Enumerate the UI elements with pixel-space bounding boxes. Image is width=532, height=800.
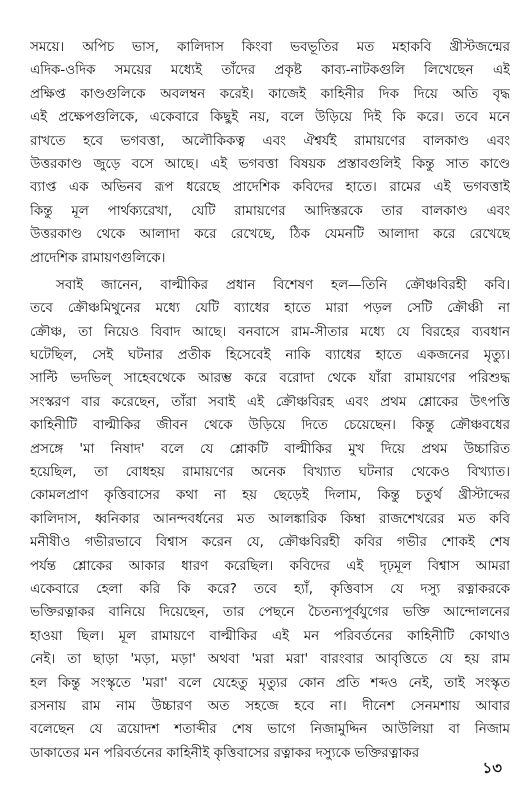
text-line: কোমলপ্রাণ কৃত্তিবাসের কথা না হয় ছেড়েই দিলাম, কিন্তু চতুর্থ খ্রীস্টাব্দের: [30, 488, 510, 504]
page-number: ১৩: [482, 759, 502, 777]
text-line: তবে ক্রৌঞ্চমিথুনের মধ্যে যেটি ব্যাধের হাতে মারা পড়ল সেটি ক্রৌঞ্চী না: [30, 301, 510, 317]
text-line: একেবারে হেলা করি কি করে? তবে হ্যাঁ, কৃত্তিবাস যে দস্যু রত্নাকরকে: [30, 581, 510, 597]
text-line: হাওয়া ছিল। মূল রামায়ণে বাল্মীকির এই মন পরিবর্তনের কাহিনীটি কোথাও: [30, 628, 510, 644]
paragraph-1: [30, 36, 510, 270]
page-body-text: [30, 36, 510, 769]
text-line: কালিদাস, ধ্বনিকার আনন্দবর্ধনের মত আলঙ্কারিক কিম্বা রাজশেখরের মত কবি: [30, 511, 510, 527]
text-line: সাল্টি ভদভিল্ সাহেবথেকে আরম্ভ করে বরোদা থেকে যাঁরা রামায়ণের পরিশুদ্ধ: [30, 371, 510, 387]
text-line: রাখতে হবে ভগবত্তা, অলৌকিকত্ব এবং ঐশ্বর্যই রামায়ণের বালকাণ্ড এবং: [30, 133, 510, 149]
text-line: রসনায় রাম নাম উচ্চারণ অত সহজে হবে না। দীনেশ সেনমশায় আবার: [30, 698, 510, 714]
paragraph-2: [30, 274, 510, 765]
text-line: কিন্তু মূল পার্থক্যরেখা, যেটি রামায়ণের আদিস্তরকে তার বালকাণ্ড এবং: [30, 203, 510, 219]
text-line: ক্রৌঞ্চ, তা নিয়েও বিবাদ আছে। বনবাসে রাম-সীতার মধ্যে যে বিরহের ব্যবধান: [30, 324, 510, 340]
text-line: সংস্করণ বার করেছেন, তাঁরা সবাই এই ক্রৌঞ্চবিরহ এবং প্রথম শ্লোকের উৎপত্তি: [30, 394, 510, 410]
text-line: এদিক-ওদিক সময়ের মধ্যেই তাঁদের প্রকৃষ্ট কাব্য-নাটকগুলি লিখেছেন এই: [30, 63, 510, 79]
text-line: সময়ে। অপিচ ভাস, কালিদাস কিংবা ভবভূতির মত মহাকবি খ্রীস্টজন্মের: [30, 40, 510, 55]
text-line: উত্তরকাণ্ড থেকে আলাদা করে রেখেছে, ঠিক যেমনটি আলাদা করে রেখেছে: [30, 227, 510, 243]
text-line: বলেছেন যে ত্রয়োদশ শতাব্দীর শেষ ভাগে নিজামুদ্দিন আউলিয়া বা নিজাম: [30, 722, 510, 738]
text-line: প্রসঙ্গে 'মা নিষাদ' বলে যে শ্লোকটি বাল্মীকির মুখ দিয়ে প্রথম উচ্চারিত: [30, 441, 510, 457]
text-line: কাহিনীটি বাল্মীকির জীবন থেকে উড়িয়ে দিতে চেয়েছেন। কিন্তু ক্রৌঞ্চবধের: [30, 418, 510, 434]
text-line: উত্তরকাণ্ড জুড়ে বসে আছে। এই ভগবত্তা বিষয়ক প্রস্তাবগুলিই কিন্তু সাত কাণ্ডে: [30, 156, 510, 172]
text-line: ডাকাতের মন পরিবর্তনের কাহিনীই কৃত্তিবাসের রত্নাকর দস্যুকে ভক্তিরত্নাকর: [30, 745, 420, 761]
text-line: প্রক্ষিপ্ত কাণ্ডগুলিকে অবলম্বন করেই। কাজেই কাহিনীর দিক দিয়ে অতি বৃদ্ধ: [30, 86, 510, 102]
text-line: হয়েছিল, তা বোধহয় রামায়ণের অনেক বিখ্যাত ঘটনার থেকেও বিখ্যাত।: [30, 465, 510, 481]
text-line: এই প্রক্ষেপগুলিকে, একেবারে কিছুই নয়, বলে উড়িয়ে দিই কি করে। তবে মনে: [30, 110, 510, 126]
text-line: ব্যাপ্ত এক অভিনব রূপ ধরেছে প্রাদেশিক কবিদের হাতে। রামের এই ভগবত্তাই: [30, 180, 510, 196]
text-line: ঘটেছিল, সেই ঘটনার প্রতীক হিসেবেই নাকি ব্যাধের হাতে একজনের মৃত্যু।: [30, 348, 510, 364]
text-line: প্রাদেশিক রামায়ণগুলিকে।: [30, 250, 166, 266]
text-line: হল কিন্তু সংস্কৃতে 'মরা' বলে যেহেতু মৃত্যুর কোন প্রতি শব্দও নেই, তাই সংস্কৃত: [30, 675, 510, 691]
text-line: ভক্তিরত্নাকর বানিয়ে দিয়েছেন, তার পেছনে চৈতন্যপূর্বযুগের ভক্তি আন্দোলনের: [30, 605, 510, 621]
text-line: সবাই জানেন, বাল্মীকির প্রধান বিশেষণ হল—তিনি ক্রৌঞ্চবিরহী কবি।: [56, 277, 510, 293]
text-line: নেই। তা ছাড়া 'মড়া, মড়া' অথবা 'মরা মরা' বারংবার আবৃত্তিতে যে হয় রাম: [30, 652, 510, 668]
text-line: পর্যন্ত শ্লোকের আকার ধারণ করেছিল। কবিদের এই দৃঢ়মূল বিশ্বাস আমরা: [30, 558, 510, 574]
text-line: মনীষীও গভীরভাবে বিশ্বাস করেন যে, ক্রৌঞ্চবিরহী কবির গভীর শোকই শেষ: [30, 535, 510, 551]
